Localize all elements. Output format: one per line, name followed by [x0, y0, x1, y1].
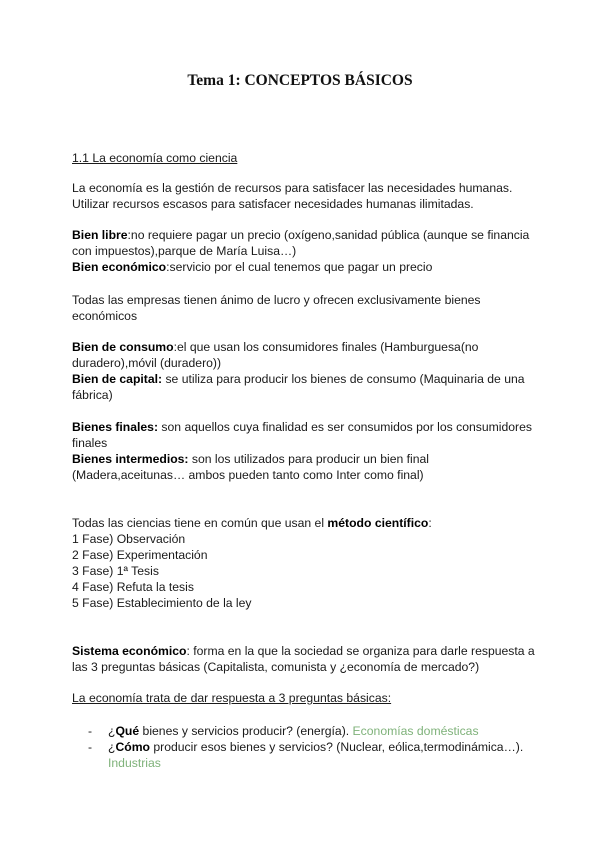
bullet-text: producir esos bienes y servicios? (Nuclear, eólica,termodinámica…). [149, 740, 524, 754]
bien-economico-text: :servicio por el cual tenemos que pagar un precio [166, 260, 433, 274]
bullet-lead: ¿ [108, 724, 116, 738]
bien-capital-term: Bien de capital: [72, 372, 163, 386]
bienes-intermedios-paragraph [72, 451, 537, 483]
bullet-term: Cómo [115, 740, 150, 754]
bien-consumo-term: Bien de consumo [72, 340, 174, 354]
bien-capital-paragraph [72, 371, 537, 403]
fase-item: 5 Fase) Establecimiento de la ley [72, 596, 252, 610]
bullet-text: bienes y servicios producir? (energía). [139, 724, 353, 738]
empresas-paragraph: Todas las empresas tienen ánimo de lucro y ofrecen exclusivamente bienes económicos [72, 293, 481, 323]
bienes-finales-text: son aquellos cuya finalidad es ser consumidos por los consumidores finales [72, 420, 532, 450]
intro-paragraph [72, 180, 537, 212]
metodo-term: método científico [327, 516, 429, 530]
bullet-marker: - [88, 724, 93, 738]
sistema-text: : forma en la que la sociedad se organiza para darle respuesta a las 3 preguntas básicas (Capitalista, comunista y ¿economía de mercado?) [72, 644, 535, 674]
page-title: Tema 1: CONCEPTOS BÁSICOS [187, 72, 413, 89]
bullet-note: Industrias [108, 756, 161, 770]
fase-item: 1 Fase) Observación [72, 532, 186, 546]
bienes-finales-term: Bienes finales: [72, 420, 159, 434]
bien-consumo-paragraph [72, 339, 537, 371]
bien-libre-text: :no requiere pagar un precio (oxígeno,sanidad pública (aunque se financia con impuestos),parque de María Luisa…) [72, 228, 530, 258]
metodo-suffix: : [428, 516, 432, 530]
sistema-paragraph [72, 643, 537, 675]
bullet-note: Economías domésticas [352, 724, 479, 738]
bien-economico-term: Bien económico [72, 260, 167, 274]
bullet-term: Qué [115, 724, 140, 738]
bien-consumo-text: :el que usan los consumidores finales (Hamburguesa(no duradero),móvil (duradero)) [72, 340, 479, 370]
preguntas-heading: La economía trata de dar respuesta a 3 preguntas básicas: [72, 691, 392, 705]
section-heading: 1.1 La economía como ciencia [72, 151, 238, 165]
list-item-como [108, 739, 538, 771]
fase-item: 4 Fase) Refuta la tesis [72, 580, 194, 594]
list-item-que [108, 723, 538, 739]
bullet-lead: ¿ [108, 740, 116, 754]
bien-capital-text: se utiliza para producir los bienes de consumo (Maquinaria de una fábrica) [72, 372, 525, 402]
fase-item: 3 Fase) 1ª Tesis [72, 564, 159, 578]
bien-libre-term: Bien libre [72, 228, 128, 242]
intro-line-2: Utilizar recursos escasos para satisfacer necesidades humanas ilimitadas. [72, 197, 474, 211]
bien-economico-paragraph [72, 259, 537, 275]
intro-line-1: La economía es la gestión de recursos para satisfacer las necesidades humanas. [72, 181, 513, 195]
bienes-finales-paragraph [72, 419, 537, 451]
bienes-intermedios-text: son los utilizados para producir un bien final (Madera,aceitunas… ambos pueden tanto como Inter como final) [72, 452, 430, 482]
fases-list [72, 531, 537, 611]
bien-libre-paragraph [72, 227, 537, 259]
fase-item: 2 Fase) Experimentación [72, 548, 208, 562]
bienes-intermedios-term: Bienes intermedios: [72, 452, 189, 466]
metodo-prefix: Todas las ciencias tiene en común que usan el [72, 516, 328, 530]
bullet-marker: - [88, 740, 93, 754]
metodo-paragraph [72, 515, 537, 531]
sistema-term: Sistema económico [72, 644, 187, 658]
